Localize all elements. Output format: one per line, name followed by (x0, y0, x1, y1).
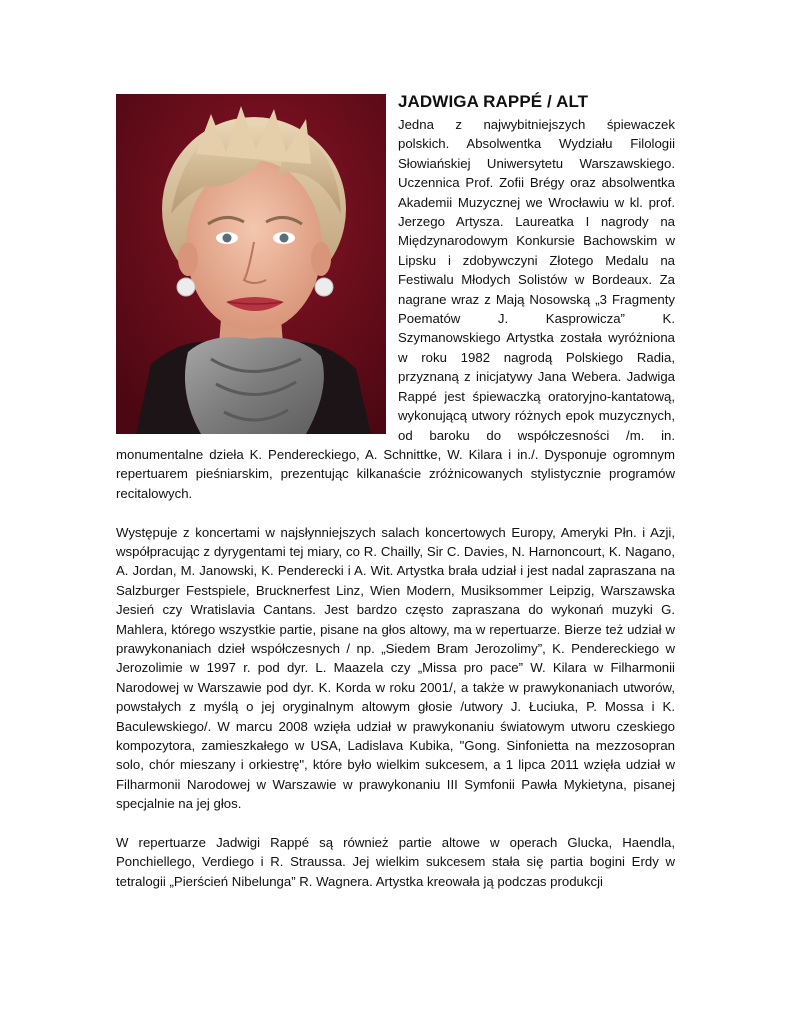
portrait-photo (116, 94, 386, 434)
paragraph-biography-1: Jedna z najwybitniejszych śpiewaczek polskich. Absolwentka Wydziału Filologii Słowiańskiej Uniwersytetu Warszawskiego. Uczennica Prof. Zofii Brégy oraz absolwentka Akademii Muzycznej we Wrocławiu w kl. prof. Jerzego Artysza. Laureatka I nagrody na Międzynarodowym Konkursie Bachowskim w Lipsku i zdobywczyni Złotego Medalu na Festiwalu Młodych Solistów w Bordeaux. Za nagrane wraz z Mają Nosowską „3 Fragmenty Poematów J. Kasprowicza” K. Szymanowskiego Artystka została wyróżniona w roku 1982 nagrodą Polskiego Radia, przyznaną z inicjatywy Jana Webera. Jadwiga Rappé jest śpiewaczką oratoryjno-kantatową, wykonującą utwory różnych epok muzycznych, od baroku do współczesności /m. in. monumentalne dzieła K. Pendereckiego, A. Schnittke, W. Kilara i in./. Dysponuje ogromnym repertuarem pieśniarskim, prezentując kilkanaście zróżnicowanych stylistycznie programów recitalowych. (116, 117, 675, 501)
document-title: JADWIGA RAPPÉ / ALT (398, 92, 589, 111)
portrait-illustration (116, 94, 386, 434)
document-page (116, 92, 675, 891)
paragraph-biography-2: Występuje z koncertami w najsłynniejszych salach koncertowych Europy, Ameryki Płn. i Azji, współpracując z dyrygentami tej miary, co R. Chailly, Sir C. Davies, N. Harnoncourt, K. Nagano, A. Jordan, M. Janowski, K. Penderecki i A. Wit. Artystka brała udział i jest nadal zapraszana na Salzburger Festspiele, Brucknerfest Linz, Wien Modern, Musiksommer Leipzig, Warszawska Jesień czy Wratislavia Cantans. Jest bardzo często zapraszana do wykonań muzyki G. Mahlera, którego wszystkie partie, pisane na głos altowy, ma w repertuarze. Bierze też udział w prawykonaniach dzieł współczesnych / np. „Siedem Bram Jerozolimy”, K. Pendereckiego w Jerozolimie w 1997 r. pod dyr. L. Maazela czy „Missa pro pace” W. Kilara w Filharmonii Narodowej w Warszawie pod dyr. K. Korda w roku 2001/, a także w prawykonaniach utworów, powstałych z myślą o jej oryginalnym altowym głosie /utwory J. Łuciuka, P. Mossa i K. Baculewskiego/. W marcu 2008 wzięła udział w prawykonaniu światowym utworu czeskiego kompozytora, zamieszkałego w USA, Ladislava Kubika, "Gong. Sinfonietta na mezzosopran solo, chór mieszany i orkiestrę", które było wielkim sukcesem, a 1 lipca 2011 wzięła udział w Filharmonii Narodowej w Warszawie w prawykonaniu III Symfonii Pawła Mykietyna, pisanej specjalnie na jej głos. (116, 524, 675, 812)
paragraph-biography-3: W repertuarze Jadwigi Rappé są również partie altowe w operach Glucka, Haendla, Ponchiellego, Verdiego i R. Straussa. Jej wielkim sukcesem stała się partia bogini Erdy w tetralogii „Pierścień Nibelunga” R. Wagnera. Artystka kreowała ją podczas produkcji (116, 835, 675, 889)
